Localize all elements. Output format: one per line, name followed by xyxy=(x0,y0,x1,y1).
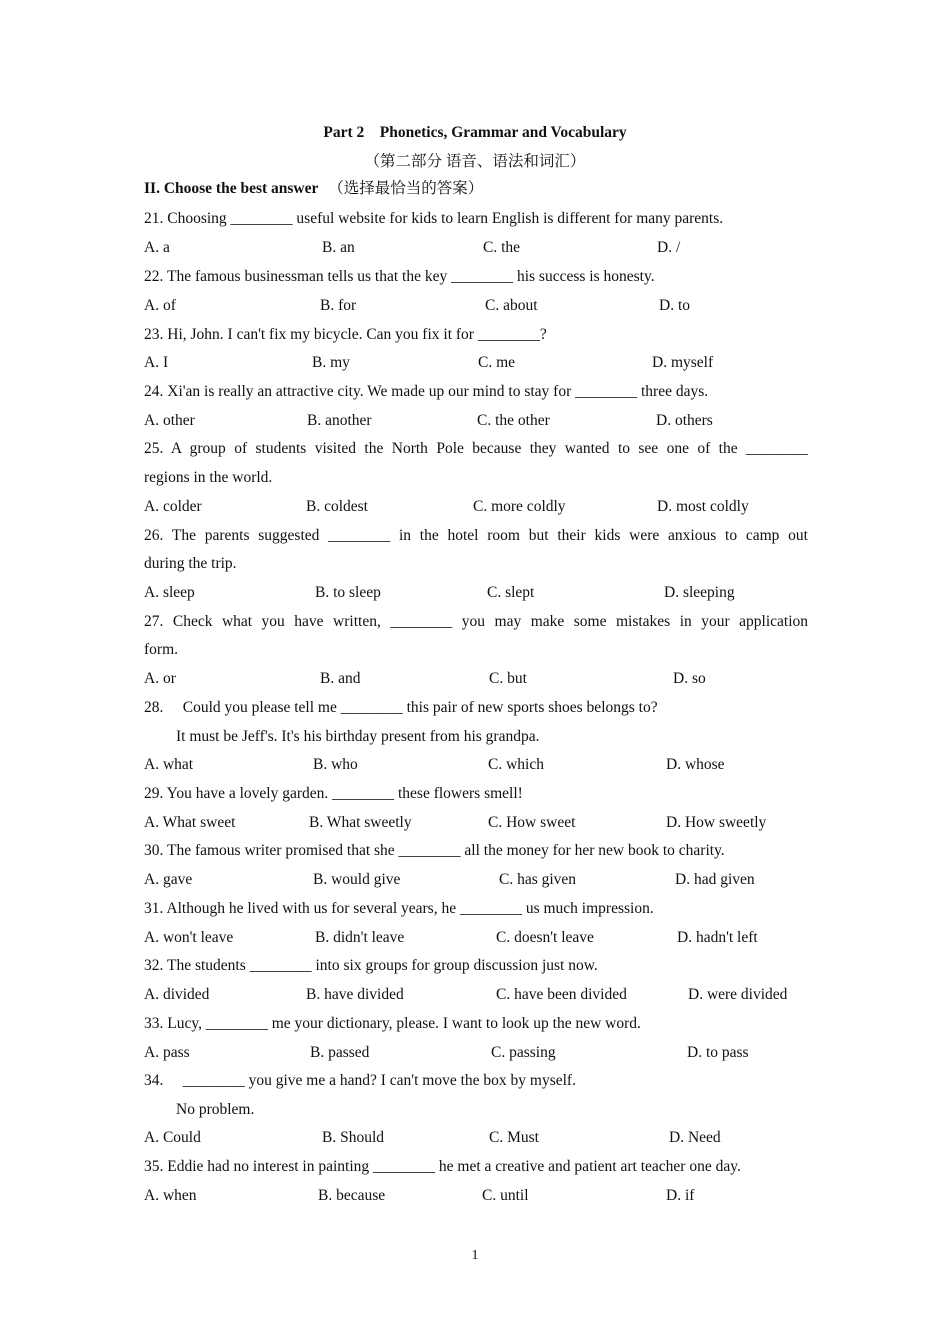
question-35-option-a: A. when xyxy=(144,1187,197,1204)
question-31-option-d: D. hadn't left xyxy=(677,929,758,946)
question-34-reply: No problem. xyxy=(176,1101,255,1118)
question-27-stem-continued: form. xyxy=(144,641,179,658)
question-32-option-a: A. divided xyxy=(144,986,210,1003)
question-30-option-c: C. has given xyxy=(499,871,577,888)
question-32-stem: 32. The students ________ into six groups for group discussion just now. xyxy=(144,957,598,974)
question-28-option-b: B. who xyxy=(313,756,358,773)
question-27-option-a: A. or xyxy=(144,670,176,687)
question-35-option-c: C. until xyxy=(482,1187,529,1204)
question-29-option-d: D. How sweetly xyxy=(666,814,767,831)
question-31-option-a: A. won't leave xyxy=(144,929,234,946)
question-23-option-b: B. my xyxy=(312,354,350,371)
question-30-stem: 30. The famous writer promised that she ________ all the money for her new book to charity. xyxy=(144,842,725,859)
question-24-option-a: A. other xyxy=(144,412,195,429)
question-27-option-b: B. and xyxy=(320,670,361,687)
question-26-option-d: D. sleeping xyxy=(664,584,735,601)
question-32-option-b: B. have divided xyxy=(306,986,404,1003)
question-27-stem: 27. Check what you have written, ________ you may make some mistakes in your application xyxy=(144,613,808,630)
page-number: 1 xyxy=(471,1248,479,1263)
question-28-reply: It must be Jeff's. It's his birthday present from his grandpa. xyxy=(176,728,540,745)
question-33-option-c: C. passing xyxy=(491,1044,556,1061)
question-25-option-a: A. colder xyxy=(144,498,202,515)
question-33-option-d: D. to pass xyxy=(687,1044,749,1061)
question-30-option-d: D. had given xyxy=(675,871,755,888)
question-24-option-b: B. another xyxy=(307,412,372,429)
question-28-option-c: C. which xyxy=(488,756,544,773)
question-31-option-c: C. doesn't leave xyxy=(496,929,594,946)
question-25-option-d: D. most coldly xyxy=(657,498,749,515)
question-32-option-d: D. were divided xyxy=(688,986,788,1003)
question-22-option-c: C. about xyxy=(485,297,538,314)
section-title: II. Choose the best answer xyxy=(144,180,319,197)
question-33-option-b: B. passed xyxy=(310,1044,370,1061)
question-22-option-d: D. to xyxy=(659,297,690,314)
section-note: （选择最恰当的答案） xyxy=(328,180,484,197)
question-21-option-b: B. an xyxy=(322,239,355,256)
question-22-option-b: B. for xyxy=(320,297,357,314)
question-25-stem: 25. A group of students visited the North Pole because they wanted to see one of the ________ xyxy=(144,440,808,457)
question-25-option-c: C. more coldly xyxy=(473,498,566,515)
question-26-stem: 26. The parents suggested ________ in the hotel room but their kids were anxious to camp out xyxy=(144,527,808,544)
question-22-stem: 22. The famous businessman tells us that the key ________ his success is honesty. xyxy=(144,268,655,285)
question-29-option-c: C. How sweet xyxy=(488,814,576,831)
question-30-option-b: B. would give xyxy=(313,871,401,888)
question-28-stem: 28. Could you please tell me ________ this pair of new sports shoes belongs to? xyxy=(144,699,658,716)
question-24-stem: 24. Xi'an is really an attractive city. We made up our mind to stay for ________ three days. xyxy=(144,383,709,400)
question-31-stem: 31. Although he lived with us for several years, he ________ us much impression. xyxy=(144,900,654,917)
question-33-option-a: A. pass xyxy=(144,1044,190,1061)
question-35-option-d: D. if xyxy=(666,1187,695,1204)
question-32-option-c: C. have been divided xyxy=(496,986,627,1003)
question-26-stem-continued: during the trip. xyxy=(144,555,237,572)
question-27-option-c: C. but xyxy=(489,670,527,687)
question-27-option-d: D. so xyxy=(673,670,706,687)
question-23-option-c: C. me xyxy=(478,354,516,371)
question-23-option-d: D. myself xyxy=(652,354,714,371)
question-34-stem: 34. ________ you give me a hand? I can't move the box by myself. xyxy=(144,1072,576,1089)
question-29-stem: 29. You have a lovely garden. ________ these flowers smell! xyxy=(144,785,523,802)
question-21-option-d: D. / xyxy=(657,239,681,256)
question-25-option-b: B. coldest xyxy=(306,498,368,515)
question-26-option-b: B. to sleep xyxy=(315,584,381,601)
part-title: Part 2 Phonetics, Grammar and Vocabulary xyxy=(323,124,627,141)
question-29-option-a: A. What sweet xyxy=(144,814,236,831)
question-24-option-c: C. the other xyxy=(477,412,550,429)
question-34-option-b: B. Should xyxy=(322,1129,385,1146)
question-26-option-c: C. slept xyxy=(487,584,535,601)
question-31-option-b: B. didn't leave xyxy=(315,929,405,946)
question-34-option-d: D. Need xyxy=(669,1129,721,1146)
question-30-option-a: A. gave xyxy=(144,871,193,888)
question-21-stem: 21. Choosing ________ useful website for kids to learn English is different for many parents. xyxy=(144,210,724,227)
question-35-stem: 35. Eddie had no interest in painting ________ he met a creative and patient art teacher one day. xyxy=(144,1158,741,1175)
part-subtitle: （第二部分 语音、语法和词汇） xyxy=(364,153,586,170)
question-22-option-a: A. of xyxy=(144,297,176,314)
question-23-stem: 23. Hi, John. I can't fix my bicycle. Can you fix it for ________? xyxy=(144,326,547,343)
question-24-option-d: D. others xyxy=(656,412,713,429)
question-25-stem-continued: regions in the world. xyxy=(144,469,273,486)
question-21-option-c: C. the xyxy=(483,239,521,256)
question-34-option-a: A. Could xyxy=(144,1129,201,1146)
question-35-option-b: B. because xyxy=(318,1187,386,1204)
section-heading xyxy=(144,179,483,199)
question-29-option-b: B. What sweetly xyxy=(309,814,412,831)
question-33-stem: 33. Lucy, ________ me your dictionary, please. I want to look up the new word. xyxy=(144,1015,641,1032)
question-28-option-a: A. what xyxy=(144,756,194,773)
question-23-option-a: A. I xyxy=(144,354,169,371)
question-26-option-a: A. sleep xyxy=(144,584,195,601)
question-21-option-a: A. a xyxy=(144,239,170,256)
question-34-option-c: C. Must xyxy=(489,1129,539,1146)
question-28-option-d: D. whose xyxy=(666,756,725,773)
